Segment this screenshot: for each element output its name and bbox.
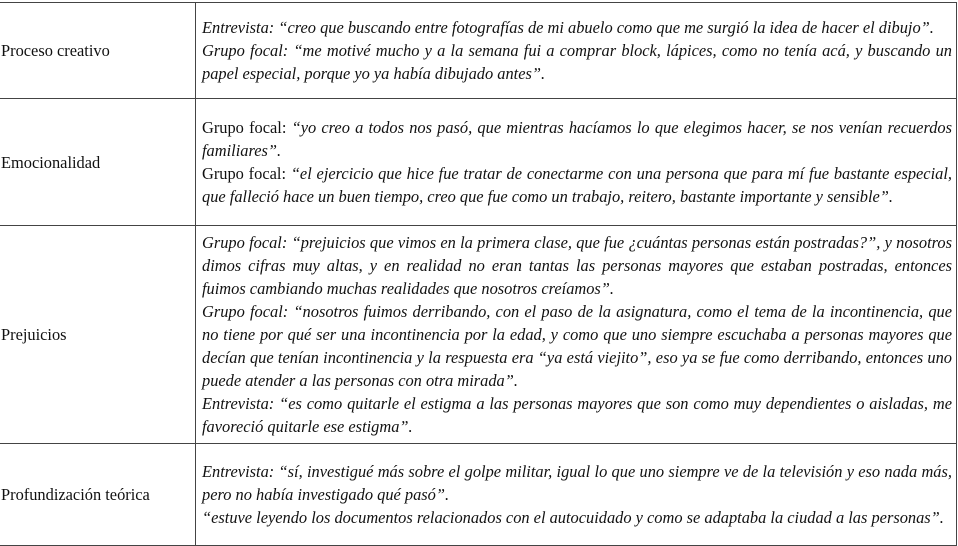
quote-item [202, 506, 952, 529]
category-cell: Prejuicios [0, 226, 196, 444]
quote-text: “estuve leyendo los documentos relacionados con el autocuidado y como se adaptaba la ciudad a las personas”. [202, 507, 944, 527]
quote-text: “yo creo a todos nos pasó, que mientras hacíamos lo que elegimos hacer, se nos venían recuerdos familiares”. [202, 117, 952, 160]
quote-text: “me motivé mucho y a la semana fui a comprar block, lápices, como no tenía acá, y buscando un papel especial, porque yo ya había dibujado antes”. [202, 40, 952, 83]
quote-item [202, 162, 952, 208]
category-cell: Proceso creativo [0, 3, 196, 99]
quote-item [202, 300, 952, 392]
quote-item [202, 39, 952, 85]
qualitative-results-table [0, 2, 957, 546]
quotes-cell [196, 3, 957, 99]
table-row [0, 99, 957, 226]
source-label: Grupo focal: [202, 163, 286, 183]
quote-text: “el ejercicio que hice fue tratar de conectarme con una persona que para mí fue bastante especial, que falleció hace un buen tiempo, creo que fue como un trabajo, reitero, bastante importante y sensible”. [202, 163, 952, 206]
quote-text: “es como quitarle el estigma a las personas mayores que son como muy dependientes o aisladas, me favoreció quitarle ese estigma”. [202, 393, 952, 436]
quote-item [202, 16, 952, 39]
source-label: Grupo focal: [202, 40, 289, 60]
quote-item [202, 392, 952, 438]
quote-item [202, 460, 952, 506]
quote-text: “prejuicios que vimos en la primera clase, que fue ¿cuántas personas están postradas?”, y nosotros dimos cifras muy altas, y en realidad no eran tantas las personas mayores que estaban postradas, entonces fuimos cambiando muchas realidades que nosotros creíamos”. [202, 232, 952, 298]
table-row [0, 444, 957, 546]
quote-text: “sí, investigué más sobre el golpe militar, igual lo que uno siempre ve de la televisión y eso nada más, pero no había investigado qué pasó”. [202, 461, 952, 504]
quote-item [202, 231, 952, 300]
quote-text: “nosotros fuimos derribando, con el paso de la asignatura, como el tema de la incontinencia, que no tiene por qué ser una incontinencia por la edad, y como que uno siempre escuchaba a personas mayores que decían que tenían incontinencia y la respuesta era “ya está viejito”, eso ya se fue como derribando, entonces uno puede atender a las personas con otra mirada”. [202, 301, 953, 390]
quotes-cell [196, 444, 957, 546]
quote-text: “creo que buscando entre fotografías de mi abuelo como que me surgió la idea de hacer el dibujo”. [278, 17, 934, 37]
source-label: Entrevista: [202, 461, 275, 481]
source-label: Grupo focal: [202, 301, 289, 321]
quote-item [202, 116, 952, 162]
category-cell: Emocionalidad [0, 99, 196, 226]
source-label: Grupo focal: [202, 232, 288, 252]
quotes-cell [196, 99, 957, 226]
quotes-cell [196, 226, 957, 444]
source-label: Grupo focal: [202, 117, 287, 137]
table-row [0, 3, 957, 99]
table-row [0, 226, 957, 444]
category-cell: Profundización teórica [0, 444, 196, 546]
source-label: Entrevista: [202, 17, 275, 37]
source-label: Entrevista: [202, 393, 275, 413]
